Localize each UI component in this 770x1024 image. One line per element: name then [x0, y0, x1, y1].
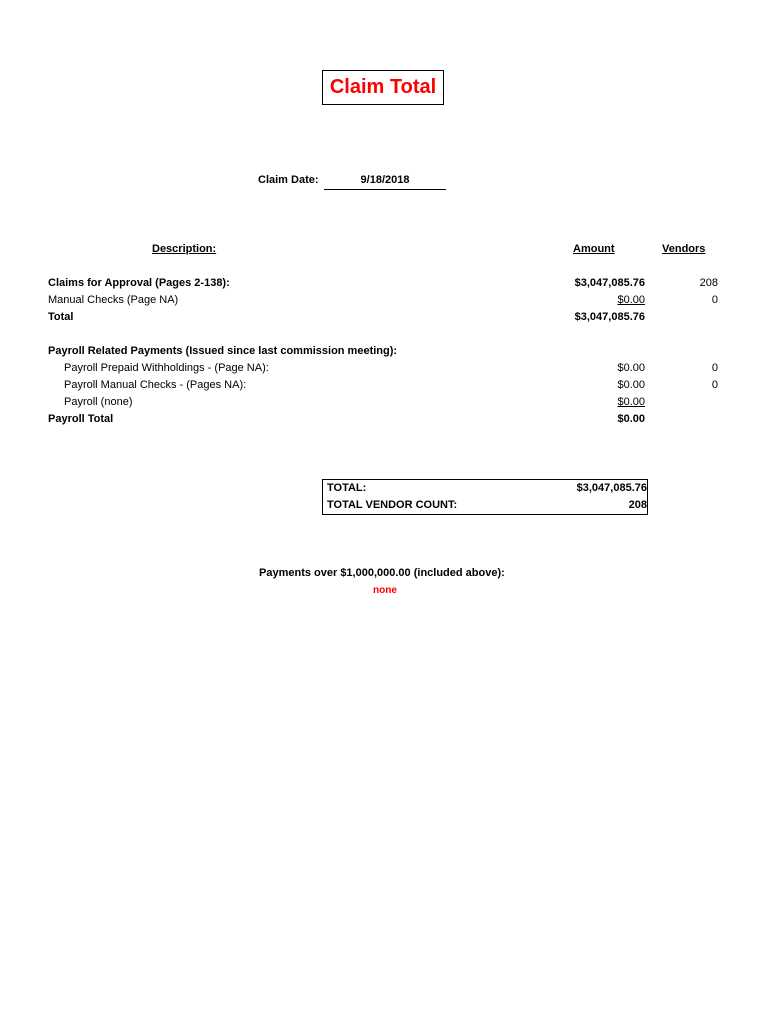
totals-box: [322, 479, 648, 515]
vendor-count-row: [323, 497, 647, 514]
payroll-manual-amount: $0.00: [617, 379, 645, 391]
payroll-total-label: Payroll Total: [48, 413, 114, 425]
payroll-none-amount: $0.00: [617, 396, 645, 408]
description-header: Description:: [152, 243, 217, 255]
claims-heading: Claims for Approval (Pages 2-138):: [48, 277, 230, 289]
payroll-manual-vendors: 0: [711, 379, 718, 391]
total-label: TOTAL:: [327, 482, 367, 494]
vendor-count-value: 208: [628, 499, 647, 511]
claim-date-value: 9/18/2018: [324, 174, 446, 190]
vendor-count-label: TOTAL VENDOR COUNT:: [327, 499, 458, 511]
amount-header: Amount: [573, 243, 615, 255]
manual-checks-label: Manual Checks (Page NA): [48, 294, 179, 306]
payroll-total-amount: $0.00: [617, 413, 645, 425]
payroll-prepaid-vendors: 0: [711, 362, 718, 374]
payroll-prepaid-label: Payroll Prepaid Withholdings - (Page NA):: [64, 362, 269, 374]
payroll-heading: Payroll Related Payments (Issued since last commission meeting):: [48, 345, 398, 357]
payroll-prepaid-amount: $0.00: [617, 362, 645, 374]
total-value: $3,047,085.76: [576, 482, 647, 494]
manual-checks-amount: $0.00: [617, 294, 645, 306]
payroll-none-label: Payroll (none): [64, 396, 133, 408]
payments-over-label: Payments over $1,000,000.00 (included above):: [259, 567, 505, 579]
manual-checks-vendors: 0: [711, 294, 718, 306]
payments-over-value: none: [373, 585, 397, 596]
claim-date-label: Claim Date:: [258, 174, 319, 186]
vendors-header: Vendors: [662, 243, 706, 255]
claims-total-amount: $3,047,085.76: [574, 311, 645, 323]
claims-total-label: Total: [48, 311, 74, 323]
total-row: [323, 480, 647, 497]
claims-vendors: 208: [699, 277, 718, 289]
page-title: Claim Total: [322, 70, 444, 105]
payroll-manual-label: Payroll Manual Checks - (Pages NA):: [64, 379, 247, 391]
claims-amount: $3,047,085.76: [574, 277, 645, 289]
